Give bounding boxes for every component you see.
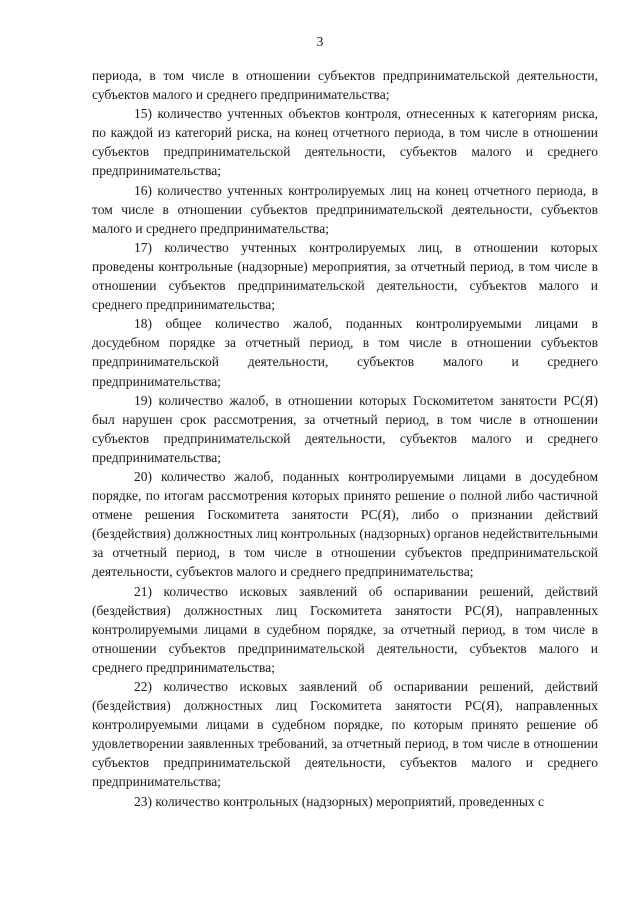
paragraph-item-19: 19) количество жалоб, в отношении которых Госкомитетом занятости РС(Я) был нарушен срок рассмотрения, за отчетный период, в том числе в отношении субъектов предпринимательской деятельности, субъектов малого и среднего предпринимательства; — [92, 392, 598, 465]
paragraph-item-17: 17) количество учтенных контролируемых лиц, в отношении которых проведены контрольные (надзорные) мероприятия, за отчетный период, в том числе в отношении субъектов предпринимательской деятельности, субъектов малого и среднего предпринимательства; — [92, 239, 598, 313]
paragraph-item-20: 20) количество жалоб, поданных контролируемыми лицами в досудебном порядке, по итогам рассмотрения которых принято решение о полной либо частичной отмене решения Госкомитета занятости РС(Я), либо о признании действий (бездействия) должностных лиц контрольных (надзорных) органов недействительными за отчетный период, в том числе в отношении субъектов предпринимательской деятельности, субъектов малого и среднего предпринимательства; — [92, 468, 598, 580]
page-number: 3 — [316, 34, 324, 49]
paragraph-continuation: периода, в том числе в отношении субъектов предпринимательской деятельности, субъектов малого и среднего предпринимательства; — [92, 68, 598, 103]
paragraph-item-23: 23) количество контрольных (надзорных) мероприятий, проведенных с — [134, 793, 545, 809]
paragraph-item-21: 21) количество исковых заявлений об оспаривании решений, действий (бездействия) должностных лиц Госкомитета занятости РС(Я), направленных контролируемыми лицами в судебном порядке, за отчетный период, в том числе в отношении субъектов предпринимательской деятельности, субъектов малого и среднего предпринимательства; — [92, 583, 598, 675]
paragraph-item-15: 15) количество учтенных объектов контроля, отнесенных к категориям риска, по каждой из категорий риска, на конец отчетного периода, в том числе в отношении субъектов предпринимательской деятельности, субъектов малого и среднего предпринимательства; — [92, 106, 598, 179]
document-body — [92, 66, 598, 811]
paragraph-item-16: 16) количество учтенных контролируемых лиц на конец отчетного периода, в том числе в отношении субъектов предпринимательской деятельности, субъектов малого и среднего предпринимательства; — [92, 182, 598, 236]
paragraph-item-22: 22) количество исковых заявлений об оспаривании решений, действий (бездействия) должностных лиц Госкомитета занятости РС(Я), направленных контролируемыми лицами в судебном порядке, по которым принято решение об удовлетворении заявленных требований, за отчетный период, в том числе в отношении субъектов предпринимательской деятельности, субъектов малого и среднего предпринимательства; — [92, 679, 598, 790]
paragraph-item-18: 18) общее количество жалоб, поданных контролируемыми лицами в досудебном порядке за отчетный период, в том числе в отношении субъектов предпринимательской деятельности, субъектов малого и среднего предпринимательства; — [92, 316, 598, 389]
